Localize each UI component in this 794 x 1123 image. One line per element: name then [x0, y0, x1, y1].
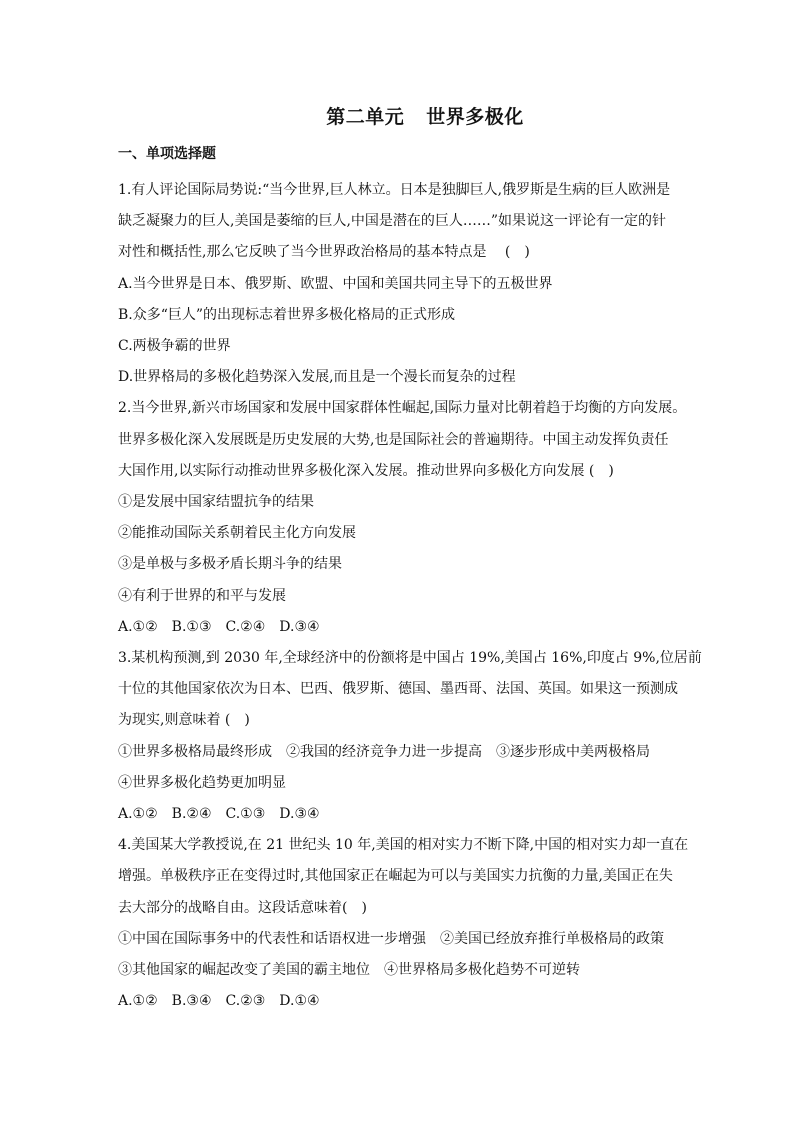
answer-option: B.众多“巨人”的出现标志着世界多极化格局的正式形成 [118, 306, 456, 323]
question-stem-line: 十位的其他国家依次为日本、巴西、俄罗斯、德国、墨西哥、法国、英国。如果这一预测成 [118, 681, 678, 698]
title-topic: 世界多极化 [426, 106, 524, 128]
title-unit: 第二单元 [326, 106, 405, 128]
question-stem-line: 为现实,则意味着 ( ) [118, 712, 250, 729]
question-stem-line: 世界多极化深入发展既是历史发展的大势,也是国际社会的普遍期待。中国主动发挥负责任 [118, 431, 669, 448]
answer-option: A.当今世界是日本、俄罗斯、欧盟、中国和美国共同主导下的五极世界 [118, 275, 553, 292]
question-stem-line: 去大部分的战略自由。这段话意味着( ) [118, 899, 367, 916]
statement-option: ②能推动国际关系朝着民主化方向发展 [118, 525, 356, 542]
answer-choices: A.①② B.②④ C.①③ D.③④ [118, 806, 320, 823]
question-stem-line: 4.美国某大学教授说,在 21 世纪头 10 年,美国的相对实力不断下降,中国的相对实力却一直在 [118, 837, 689, 854]
question-stem-line: 大国作用,以实际行动推动世界多极化深入发展。推动世界向多极化方向发展 ( ) [118, 462, 614, 479]
statement-option: ①中国在国际事务中的代表性和话语权进一步增强 ②美国已经放弃推行单极格局的政策 [118, 930, 664, 947]
statement-option: ④世界多极化趋势更加明显 [118, 774, 286, 791]
statement-option: ①世界多极格局最终形成 ②我国的经济竞争力进一步提高 ③逐步形成中美两极格局 [118, 743, 650, 760]
question-1 [118, 175, 734, 393]
statement-option: ①是发展中国家结盟抗争的结果 [118, 494, 314, 511]
statement-option: ③其他国家的崛起改变了美国的霸主地位 ④世界格局多极化趋势不可逆转 [118, 962, 580, 979]
answer-option: C.两极争霸的世界 [118, 338, 231, 355]
statement-option: ④有利于世界的和平与发展 [118, 587, 286, 604]
question-2 [118, 393, 734, 643]
question-stem-line: 对性和概括性,那么它反映了当今世界政治格局的基本特点是 ( ) [118, 244, 530, 261]
page-title [118, 102, 734, 129]
question-stem-line: 2.当今世界,新兴市场国家和发展中国家群体性崛起,国际力量对比朝着趋于均衡的方向发展。 [118, 400, 687, 417]
question-stem-line: 3.某机构预测,到 2030 年,全球经济中的份额将是中国占 19%,美国占 16%,印度占 9%,位居前 [118, 650, 702, 667]
question-stem-line: 增强。单极秩序正在变得过时,其他国家正在崛起为可以与美国实力抗衡的力量,美国正在失 [118, 868, 673, 885]
answer-choices: A.①② B.③④ C.②③ D.①④ [118, 993, 320, 1010]
question-4 [118, 830, 734, 1017]
answer-option: D.世界格局的多极化趋势深入发展,而且是一个漫长而复杂的过程 [118, 369, 516, 386]
question-3 [118, 643, 734, 830]
statement-option: ③是单极与多极矛盾长期斗争的结果 [118, 556, 342, 573]
section-heading: 一、单项选择题 [118, 146, 216, 162]
question-stem-line: 缺乏凝聚力的巨人,美国是萎缩的巨人,中国是潜在的巨人……”如果说这一评论有一定的针 [118, 213, 667, 230]
question-stem-line: 1.有人评论国际局势说:“当今世界,巨人林立。日本是独脚巨人,俄罗斯是生病的巨人欧洲是 [118, 182, 671, 198]
answer-choices: A.①② B.①③ C.②④ D.③④ [118, 618, 320, 635]
